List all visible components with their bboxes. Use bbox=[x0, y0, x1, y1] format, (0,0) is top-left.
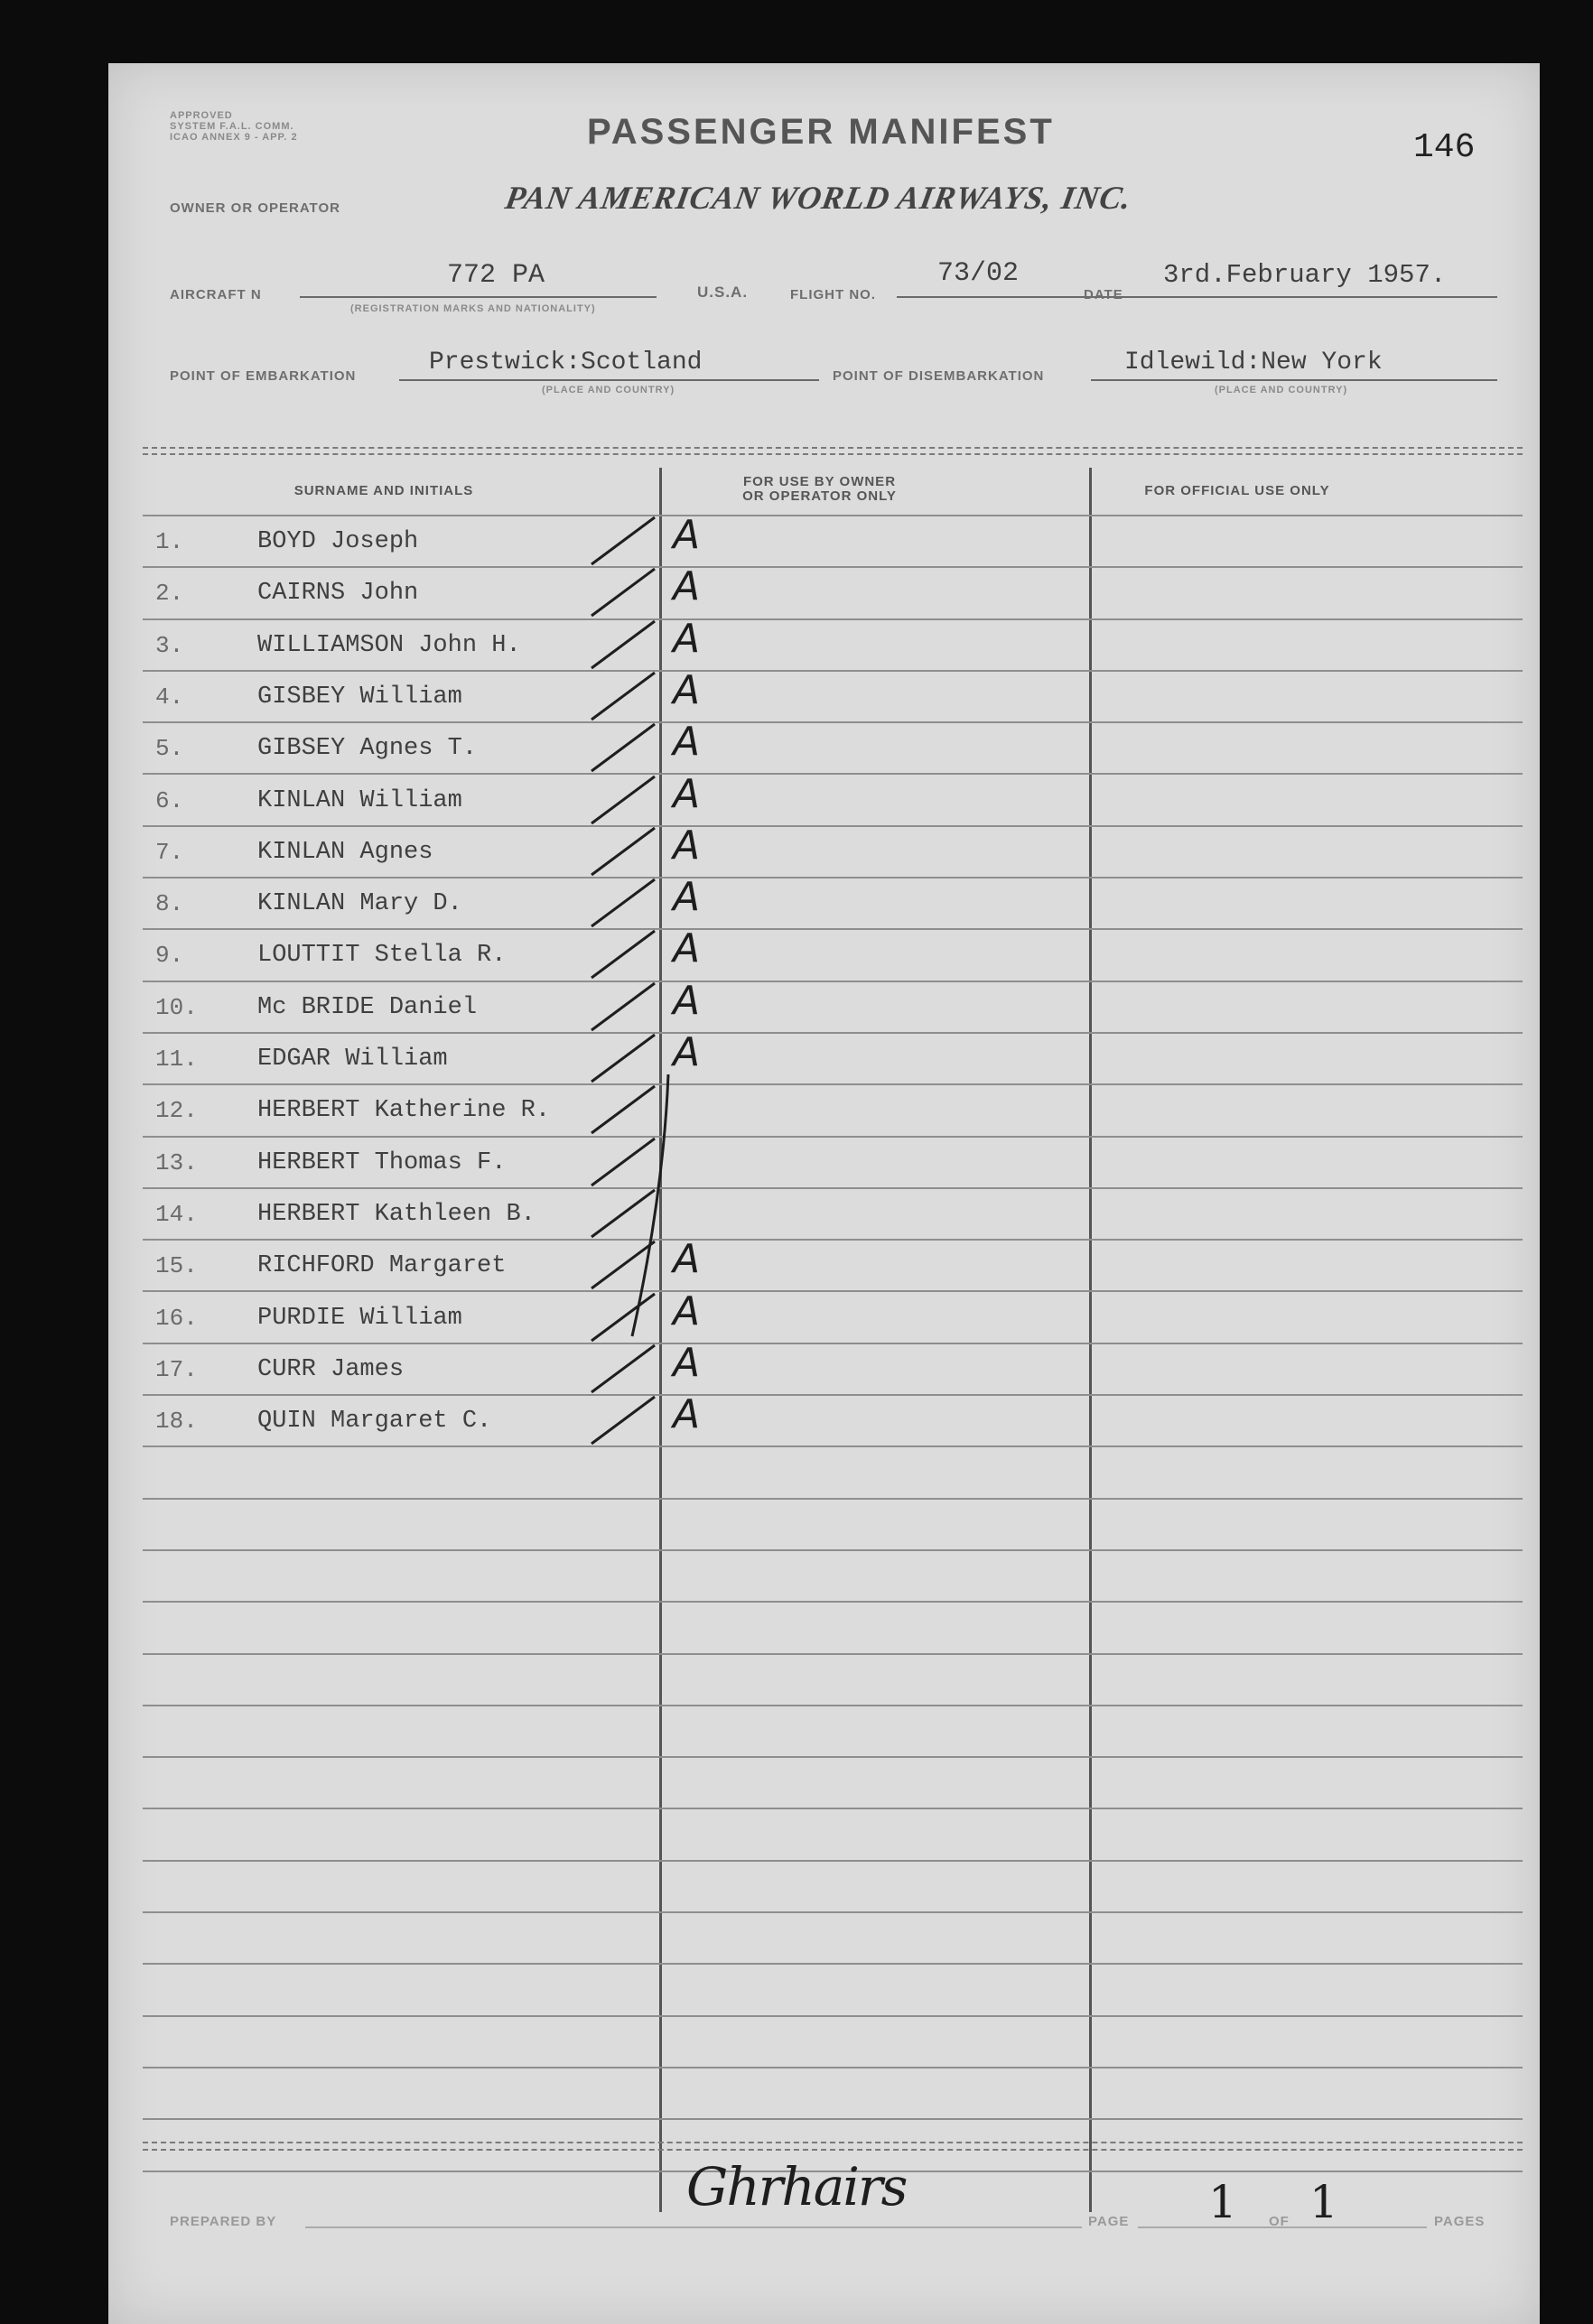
page-value: 1 bbox=[1208, 2176, 1237, 2228]
registration-note: (REGISTRATION MARKS AND NATIONALITY) bbox=[350, 303, 596, 314]
column-header-owner-use-line: OR OPERATOR ONLY bbox=[742, 488, 897, 504]
passenger-number: 11. bbox=[155, 1046, 198, 1073]
page-number: 146 bbox=[1413, 128, 1476, 167]
operator-mark: A bbox=[673, 563, 701, 609]
operator-mark: A bbox=[673, 874, 701, 920]
row-rule bbox=[143, 1911, 1523, 1913]
passenger-number: 7. bbox=[155, 839, 184, 866]
row-rule bbox=[143, 1343, 1523, 1344]
passenger-name: HERBERT Thomas F. bbox=[257, 1149, 507, 1176]
passenger-number: 1. bbox=[155, 528, 184, 555]
row-rule bbox=[143, 1446, 1523, 1447]
pages-label: PAGES bbox=[1434, 2214, 1486, 2229]
operator-mark: A bbox=[673, 771, 701, 817]
aircraft-label: AIRCRAFT N bbox=[170, 287, 262, 302]
prepared-underline bbox=[305, 2226, 1082, 2228]
passenger-name: EDGAR William bbox=[257, 1046, 448, 1073]
prepared-label: PREPARED BY bbox=[170, 2214, 277, 2229]
passenger-name: CAIRNS John bbox=[257, 580, 419, 607]
passenger-number: 18. bbox=[155, 1408, 198, 1435]
row-rule bbox=[143, 670, 1523, 672]
operator-mark: A bbox=[673, 1391, 701, 1437]
passenger-name: KINLAN Agnes bbox=[257, 839, 433, 866]
passenger-name: PURDIE William bbox=[257, 1305, 462, 1332]
owner-label: OWNER OR OPERATOR bbox=[170, 200, 340, 216]
passenger-name: HERBERT Katherine R. bbox=[257, 1097, 551, 1124]
operator-name: PAN AMERICAN WORLD AIRWAYS, INC. bbox=[502, 180, 1135, 216]
row-rule bbox=[143, 618, 1523, 620]
passenger-name: GIBSEY Agnes T. bbox=[257, 735, 478, 762]
preparer-signature: Ghrhairs bbox=[686, 2156, 907, 2217]
check-stroke-line bbox=[592, 931, 655, 978]
row-rule bbox=[143, 1601, 1523, 1603]
check-stroke-line bbox=[592, 1397, 655, 1444]
passenger-number: 16. bbox=[155, 1305, 198, 1332]
page-underline bbox=[1138, 2226, 1427, 2228]
passenger-number: 12. bbox=[155, 1097, 198, 1124]
passenger-name: LOUTTIT Stella R. bbox=[257, 942, 507, 969]
check-stroke-line bbox=[592, 673, 655, 720]
table-bottom-rule bbox=[143, 2142, 1523, 2143]
row-rule bbox=[143, 981, 1523, 982]
row-rule bbox=[143, 928, 1523, 930]
row-rule bbox=[143, 721, 1523, 723]
of-label: OF bbox=[1269, 2214, 1290, 2229]
row-rule bbox=[143, 2067, 1523, 2068]
passenger-number: 6. bbox=[155, 787, 184, 814]
date-value: 3rd.February 1957. bbox=[1163, 260, 1447, 290]
row-rule bbox=[143, 1032, 1523, 1034]
of-value: 1 bbox=[1309, 2176, 1338, 2228]
passenger-number: 15. bbox=[155, 1252, 198, 1279]
operator-mark: A bbox=[673, 1288, 701, 1334]
check-stroke-line bbox=[592, 724, 655, 771]
column-header-owner-use bbox=[664, 475, 975, 504]
row-rule bbox=[143, 1653, 1523, 1655]
row-rule bbox=[143, 825, 1523, 827]
passenger-number: 10. bbox=[155, 994, 198, 1021]
check-stroke bbox=[587, 1390, 659, 1453]
operator-mark: A bbox=[673, 1029, 701, 1075]
passenger-number: 5. bbox=[155, 735, 184, 762]
disembarkation-value: Idlewild:New York bbox=[1124, 349, 1383, 376]
column-divider-right bbox=[1089, 468, 1092, 2212]
passenger-number: 3. bbox=[155, 632, 184, 659]
column-header-owner-use-line: FOR USE BY OWNER bbox=[742, 474, 897, 489]
embarkation-value: Prestwick:Scotland bbox=[429, 349, 703, 376]
embarkation-label: POINT OF EMBARKATION bbox=[170, 368, 357, 384]
row-rule bbox=[143, 1187, 1523, 1189]
row-rule bbox=[143, 2118, 1523, 2120]
passenger-number: 4. bbox=[155, 683, 184, 711]
passenger-name: Mc BRIDE Daniel bbox=[257, 994, 478, 1021]
aircraft-underline bbox=[300, 296, 657, 298]
column-header-surname: SURNAME AND INITIALS bbox=[293, 483, 474, 498]
row-rule bbox=[143, 773, 1523, 775]
flight-value: 73/02 bbox=[937, 258, 1020, 289]
approval-line: APPROVED bbox=[170, 110, 233, 121]
check-stroke-line bbox=[592, 879, 655, 926]
passenger-number: 17. bbox=[155, 1356, 198, 1383]
table-bottom-rule bbox=[143, 2149, 1523, 2151]
passenger-name: HERBERT Kathleen B. bbox=[257, 1201, 536, 1228]
operator-mark: A bbox=[673, 1236, 701, 1282]
passenger-number: 13. bbox=[155, 1149, 198, 1176]
check-stroke-line bbox=[592, 517, 655, 564]
check-stroke-line bbox=[592, 776, 655, 823]
passenger-name: GISBEY William bbox=[257, 683, 462, 711]
passenger-name: CURR James bbox=[257, 1356, 405, 1383]
row-rule bbox=[143, 1290, 1523, 1292]
check-stroke-line bbox=[592, 828, 655, 875]
disembarkation-label: POINT OF DISEMBARKATION bbox=[833, 368, 1045, 384]
date-underline bbox=[1136, 296, 1497, 298]
manifest-sheet bbox=[108, 63, 1540, 2324]
embarkation-note: (PLACE AND COUNTRY) bbox=[542, 385, 675, 395]
row-rule bbox=[143, 1083, 1523, 1085]
check-stroke-line bbox=[592, 983, 655, 1030]
row-rule bbox=[143, 1860, 1523, 1862]
check-stroke-line bbox=[592, 1345, 655, 1392]
passenger-name: KINLAN Mary D. bbox=[257, 890, 462, 917]
bracket-stroke bbox=[578, 1074, 677, 1345]
passenger-name: BOYD Joseph bbox=[257, 528, 419, 555]
row-rule bbox=[143, 1239, 1523, 1241]
row-rule bbox=[143, 1394, 1523, 1396]
check-stroke-line bbox=[592, 621, 655, 668]
passenger-name: RICHFORD Margaret bbox=[257, 1252, 507, 1279]
disembarkation-note: (PLACE AND COUNTRY) bbox=[1215, 385, 1348, 395]
approval-line: SYSTEM F.A.L. COMM. bbox=[170, 121, 294, 132]
passenger-number: 8. bbox=[155, 890, 184, 917]
operator-mark: A bbox=[673, 667, 701, 713]
passenger-name: WILLIAMSON John H. bbox=[257, 632, 521, 659]
operator-mark: A bbox=[673, 823, 701, 869]
passenger-number: 2. bbox=[155, 580, 184, 607]
table-top-rule bbox=[143, 453, 1523, 455]
flight-label: FLIGHT NO. bbox=[790, 287, 876, 302]
passenger-number: 9. bbox=[155, 942, 184, 969]
row-rule bbox=[143, 1705, 1523, 1706]
approval-line: ICAO ANNEX 9 - APP. 2 bbox=[170, 132, 298, 143]
operator-mark: A bbox=[673, 719, 701, 765]
operator-mark: A bbox=[673, 616, 701, 662]
passenger-name: KINLAN William bbox=[257, 787, 462, 814]
approval-note bbox=[170, 110, 298, 143]
row-rule bbox=[143, 1136, 1523, 1138]
date-label: DATE bbox=[1084, 287, 1123, 302]
row-rule bbox=[143, 515, 1523, 516]
row-rule bbox=[143, 1549, 1523, 1551]
operator-mark: A bbox=[673, 978, 701, 1024]
disembarkation-underline bbox=[1091, 379, 1497, 381]
passenger-name: QUIN Margaret C. bbox=[257, 1408, 492, 1435]
passenger-number: 14. bbox=[155, 1201, 198, 1228]
row-rule bbox=[143, 1498, 1523, 1500]
page-title: PASSENGER MANIFEST bbox=[587, 112, 1055, 152]
usa-label: U.S.A. bbox=[697, 284, 749, 301]
operator-mark: A bbox=[673, 512, 701, 558]
row-rule bbox=[143, 1808, 1523, 1809]
row-rule bbox=[143, 1963, 1523, 1965]
row-rule bbox=[143, 1756, 1523, 1758]
aircraft-value: 772 PA bbox=[447, 260, 545, 291]
table-top-rule bbox=[143, 447, 1523, 449]
operator-mark: A bbox=[673, 1340, 701, 1386]
column-header-official-use: FOR OFFICIAL USE ONLY bbox=[1144, 483, 1330, 498]
page-label: PAGE bbox=[1088, 2214, 1130, 2229]
row-rule bbox=[143, 877, 1523, 878]
row-rule bbox=[143, 2015, 1523, 2017]
embarkation-underline bbox=[399, 379, 819, 381]
row-rule bbox=[143, 566, 1523, 568]
check-stroke-line bbox=[592, 569, 655, 616]
operator-mark: A bbox=[673, 925, 701, 971]
